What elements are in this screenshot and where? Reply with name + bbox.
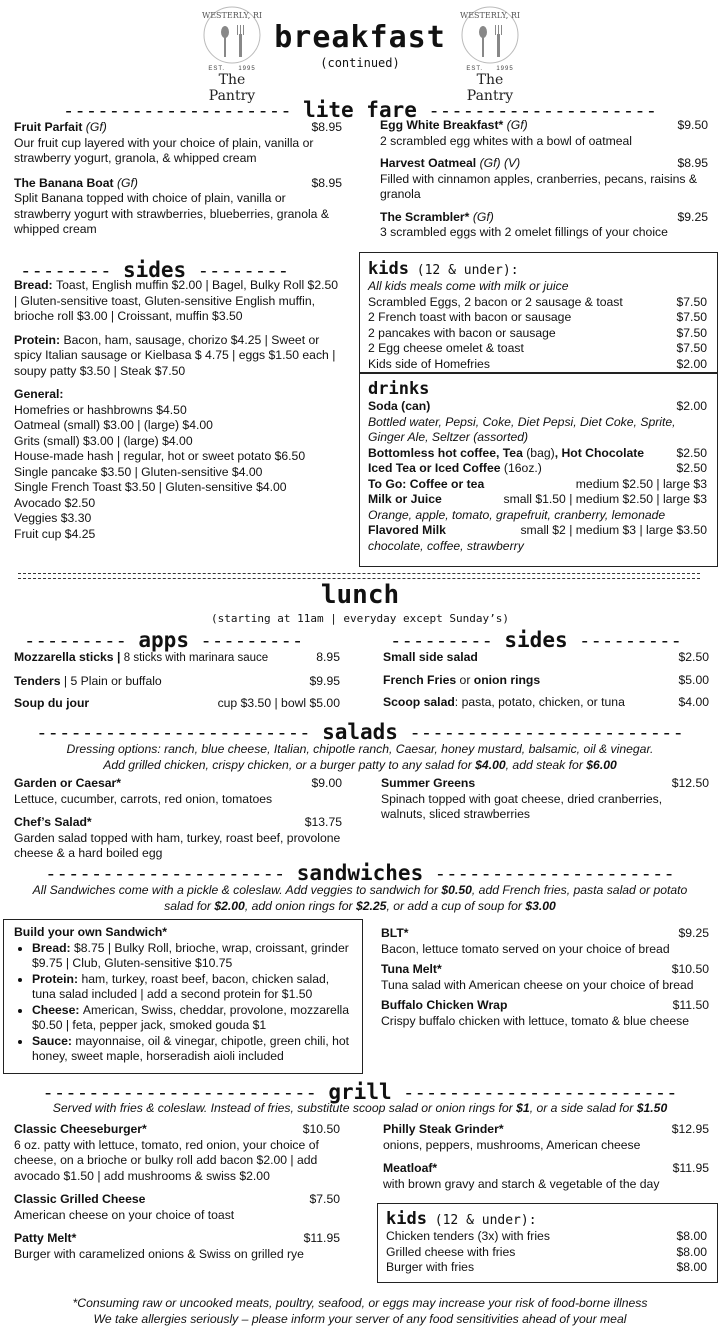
svg-text:WESTERLY, RI: WESTERLY, RI — [201, 11, 263, 20]
menu-item: Egg White Breakfast* (Gf) $9.50 2 scrambled egg whites with a bowl of oatmeal — [380, 118, 708, 148]
grill-heading: ------------------------ grill ------------------------ — [42, 1080, 678, 1104]
menu-item: BLT* $9.25 Bacon, lettuce tomato served on your choice of bread — [381, 926, 709, 956]
logo-name: The Pantry — [208, 72, 256, 104]
grill-note: Served with fries & coleslaw. Instead of fries, substitute scoop salad or onion rings for $1, or a side salad for $1.50 — [52, 1101, 668, 1115]
menu-item: Summer Greens $12.50 Spinach topped with goat cheese, dried cranberries, walnuts, sliced strawberries — [381, 776, 709, 821]
menu-item: Chef’s Salad* $13.75 Garden salad topped with ham, turkey, roast beef, provolone cheese & a hard boiled egg — [14, 815, 342, 860]
menu-item: Classic Grilled Cheese $7.50 American cheese on your choice of toast — [14, 1192, 340, 1222]
menu-item: French Fries or onion rings $5.00 — [383, 672, 709, 687]
apps-heading: --------- apps --------- — [24, 628, 304, 652]
page-title: breakfast — [274, 20, 446, 55]
menu-item: Scoop salad: pasta, potato, chicken, or tuna $4.00 — [383, 695, 709, 709]
page-subtitle: (continued) — [320, 56, 400, 70]
breakfast-sides: Bread: Toast, English muffin $2.00 | Bagel, Bulky Roll $2.50 | Gluten-sensitive toast, Gluten-sensitive English muffin, brioche roll $3.00 | Croissant, muffin $3.50 Protein: Bacon, ham, sausage, chorizo $4.25 | Sweet or spicy Italian sausage or Kielbasa $ 4.75 | eggs $1.50 each | soupy patty $3.50 | Steak $7.50 General: Homefries or hashbrowns $4.50 Oatmeal (small) $3.00 | (large) $4.00 Grits (small) $3.00 | (large) $4.00 House-made hash | regular, hot or sweet potato $6.50 Single pancake $3.50 | Gluten-sensitive $4.00 Single French Toast $3.50 | Gluten-sensitive $4.00 Avocado $2.50 Veggies $3.30 Fruit cup $4.25 — [14, 278, 339, 541]
menu-item: Harvest Oatmeal (Gf) (V) $8.95 Filled with cinnamon apples, cranberries, pecans, raisins & granola — [380, 156, 708, 201]
lunch-sides-list — [383, 650, 709, 711]
sandwiches-right — [381, 926, 709, 1029]
sandwiches-note: All Sandwiches come with a pickle & coleslaw. Add veggies to sandwich for $0.50, add French fries, pasta salad or potato salad for $2.00, add onion rings for $2.25, or add a cup of soup for $3.00 — [32, 883, 688, 913]
menu-item: Tuna Melt* $10.50 Tuna salad with American cheese on your choice of bread — [381, 962, 709, 992]
menu-item: Soup du jour cup $3.50 | bowl $5.00 — [14, 696, 340, 710]
right-logo: WESTERLY, RI EST. 1995 The Pantry — [455, 2, 525, 94]
sandwiches-heading: --------------------- sandwiches --------------------- — [45, 861, 675, 885]
left-logo: WESTERLY, RI EST. 1995 The Pantry — [197, 2, 267, 94]
menu-item: Tenders | 5 Plain or buffalo $9.95 — [14, 673, 340, 688]
salads-left — [14, 776, 342, 862]
lunch-subtitle: (starting at 11am | everyday except Sunday’s) — [210, 612, 509, 625]
svg-text:WESTERLY, RI: WESTERLY, RI — [459, 11, 521, 20]
lunch-sides-heading: --------- sides --------- — [390, 628, 682, 652]
menu-item: Fruit Parfait (Gf) $8.95 Our fruit cup layered with your choice of plain, vanilla or strawberry yogurt, granola, & whipped cream — [14, 120, 342, 165]
grill-left — [14, 1122, 340, 1262]
breakfast-sides-heading: -------- sides -------- — [20, 258, 290, 282]
menu-item: Philly Steak Grinder* $12.95 onions, peppers, mushrooms, American cheese — [383, 1122, 709, 1152]
menu-item: Buffalo Chicken Wrap $11.50 Crispy buffalo chicken with lettuce, tomato & blue cheese — [381, 998, 709, 1028]
menu-item: Garden or Caesar* $9.00 Lettuce, cucumber, carrots, red onion, tomatoes — [14, 776, 342, 806]
menu-item: The Scrambler* (Gf) $9.25 3 scrambled eggs with 2 omelet fillings of your choice — [380, 209, 708, 239]
menu-item: The Banana Boat (Gf) $8.95 Split Banana topped with choice of plain, vanilla or strawberry yogurt with strawberries, blueberries, granola & whipped cream — [14, 175, 342, 236]
footer-disclaimer: *Consuming raw or uncooked meats, poultry, seafood, or eggs may increase your risk of food-borne illness We take allergies seriously – please inform your server of any food sensitivities ahead of your meal — [72, 1296, 648, 1326]
lunch-title: lunch — [320, 580, 400, 610]
menu-item: Patty Melt* $11.95 Burger with caramelized onions & Swiss on grilled rye — [14, 1231, 340, 1261]
apps-list — [14, 650, 340, 712]
menu-item: Meatloaf* $11.95 with brown gravy and starch & vegetable of the day — [383, 1161, 709, 1191]
kids-breakfast-box: kids (12 & under): All kids meals come with milk or juice Scrambled Eggs, 2 bacon or 2 sausage & toast $7.50 2 French toast with bacon or sausage $7.50 2 pancakes with bacon or sausage $7.50 2 Egg cheese omelet & toast $7.50 Kids side of Homefries $2.00 — [359, 252, 718, 374]
menu-item: Classic Cheeseburger* $10.50 6 oz. patty with lettuce, tomato, red onion, your choice of cheese, on a brioche or bulky roll add bacon $2.00 | add avocado $1.50 | add mushrooms & swiss $2.00 — [14, 1122, 340, 1183]
grill-right — [383, 1122, 709, 1192]
build-your-own-box: Build your own Sandwich* • Bread: $8.75 | Bulky Roll, brioche, wrap, croissant, grinder $9.75 | Club, Gluten-sensitive $10.75 • Protein: ham, turkey, roast beef, bacon, chicken salad, tuna salad included | add a second protein for $1.50 • Cheese: American, Swiss, cheddar, provolone, mozzarella $0.50 | feta, pepper jack, smoked gouda $1 • Sauce: mayonnaise, oil & vinegar, chipotle, green chili, hot honey, sweet maple, horseradish aioli included — [3, 919, 363, 1074]
menu-item: Small side salad $2.50 — [383, 650, 709, 664]
lite-fare-heading: -------------------- lite fare -------------------- — [62, 98, 658, 122]
lite-fare-right — [380, 118, 708, 241]
salads-heading: ------------------------ salads ------------------------ — [36, 720, 684, 744]
drinks-box: drinks Soda (can) $2.00 Bottled water, Pepsi, Coke, Diet Pepsi, Diet Coke, Sprite, Ginger Ale, Seltzer (assorted) Bottomless hot coffee, Tea (bag), Hot Chocolate $2.50 Iced Tea or Iced Coffee (16oz.) $2.50 To Go: Coffee or tea medium $2.50 | large $3 Milk or Juice small $1.50 | medium $2.50 | large $3 Orange, apple, tomato, grapefruit, cranberry, lemonade Flavored Milk small $2 | medium $3 | large $3.50 chocolate, coffee, strawberry — [359, 372, 718, 567]
salads-right — [381, 776, 709, 823]
double-divider — [18, 573, 700, 579]
lite-fare-left — [14, 120, 342, 238]
kids-lunch-box: kids (12 & under): Chicken tenders (3x) with fries $8.00 Grilled cheese with fries $8.00 Burger with fries $8.00 — [377, 1203, 718, 1283]
menu-item: Mozzarella sticks | 8 sticks with marinara sauce 8.95 — [14, 650, 340, 664]
salads-note: Dressing options: ranch, blue cheese, Italian, chipotle ranch, Caesar, honey mustard, balsamic, oil & vinegar. Add grilled chicken, crispy chicken, or a burger patty to any salad for $4.00, add steak for $6.00 — [66, 742, 654, 772]
